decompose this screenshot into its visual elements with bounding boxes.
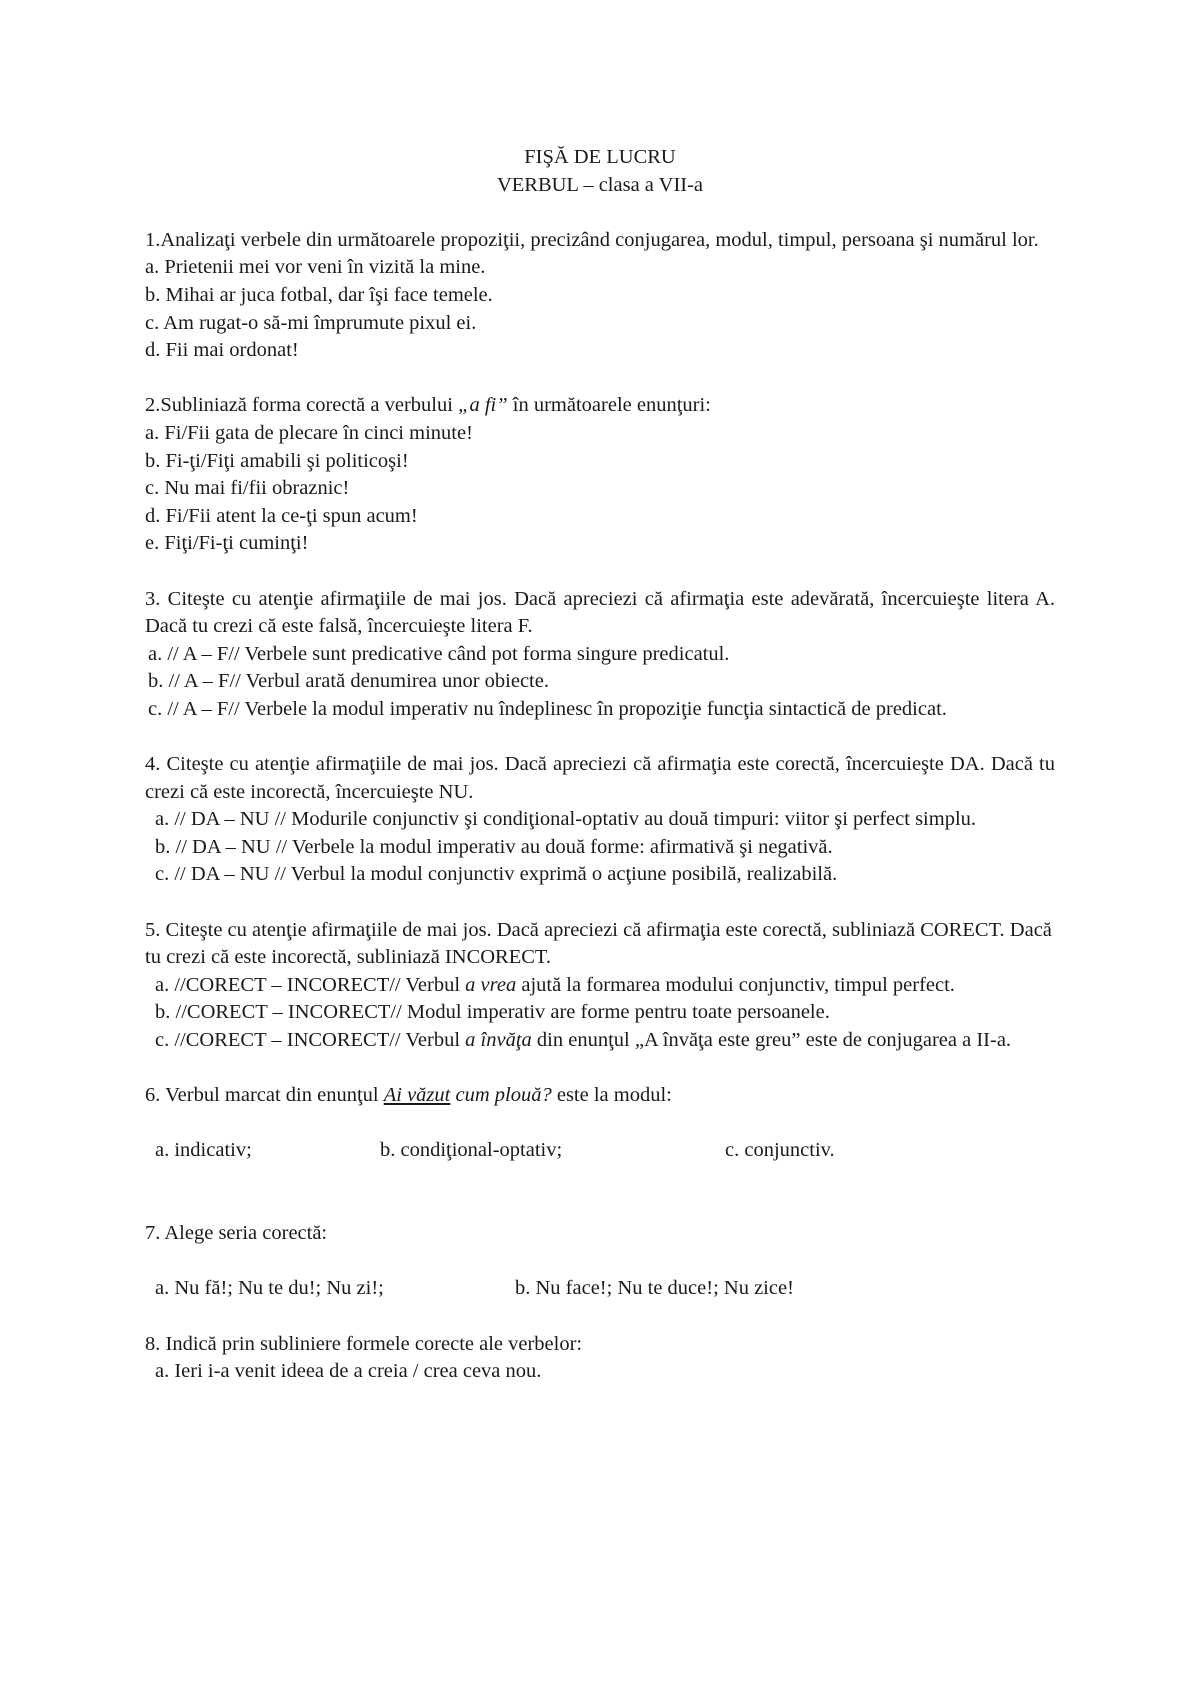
exercise-3-item-c: c. // A – F// Verbele la modul imperativ nu îndeplinesc în propoziţie funcţia sintactică de predicat.: [148, 697, 947, 720]
exercise-5-prompt: 5. Citeşte cu atenţie afirmaţiile de mai jos. Dacă apreciezi că afirmaţia este corectă, subliniază CORECT. Dacă tu crezi că este incorectă, subliniază INCORECT.: [145, 918, 1052, 969]
exercise-3-prompt: 3. Citeşte cu atenţie afirmaţiile de mai jos. Dacă apreciezi că afirmaţia este adevărată, încercuieşte litera A. Dacă tu crezi că este falsă, încercuieşte litera F.: [145, 587, 1055, 638]
exercise-3-item-b: b. // A – F// Verbul arată denumirea unor obiecte.: [148, 670, 549, 693]
exercise-2: [145, 392, 1055, 558]
exercise-8: [145, 1331, 1055, 1386]
exercise-7-prompt: 7. Alege seria corectă:: [145, 1222, 328, 1245]
exercise-5-verb-c: a învăţa: [465, 1029, 532, 1051]
exercise-6-option-b: b. condiţional-optativ;: [380, 1139, 563, 1162]
exercise-5-item-a: a. //CORECT – INCORECT// Verbul a vrea ajută la formarea modului conjunctiv, timpul perfect.: [155, 973, 955, 996]
exercise-6: [145, 1082, 1055, 1165]
exercise-6-marked-verb: Ai văzut: [383, 1084, 451, 1107]
exercise-4-item-b: b. // DA – NU // Verbele la modul imperativ au două forme: afirmativă şi negativă.: [155, 835, 833, 858]
exercise-8-prompt: 8. Indică prin subliniere formele corecte ale verbelor:: [145, 1332, 583, 1355]
exercise-1-item-b: b. Mihai ar juca fotbal, dar îşi face temele.: [145, 283, 493, 306]
exercise-6-options: [145, 1137, 1055, 1165]
exercise-4-prompt: 4. Citeşte cu atenţie afirmaţiile de mai jos. Dacă apreciezi că afirmaţia este corectă, încercuieşte DA. Dacă tu crezi că este incorectă, încercuieşte NU.: [145, 753, 1055, 803]
worksheet-content: [145, 144, 1055, 1386]
exercise-3-item-a: a. // A – F// Verbele sunt predicative când pot forma singure predicatul.: [148, 642, 730, 665]
exercise-1-prompt: 1.Analizaţi verbele din următoarele propoziţii, precizând conjugarea, modul, timpul, persoana şi numărul lor.: [145, 228, 1039, 251]
exercise-4-item-a: a. // DA – NU // Modurile conjunctiv şi condiţional-optativ au două timpuri: viitor şi perfect simplu.: [155, 808, 977, 831]
exercise-2-item-c: c. Nu mai fi/fii obraznic!: [145, 477, 350, 500]
exercise-8-item-a: a. Ieri i-a venit ideea de a creia / crea ceva nou.: [155, 1360, 542, 1383]
exercise-4: [145, 751, 1055, 889]
exercise-2-item-a: a. Fi/Fii gata de plecare în cinci minute!: [145, 421, 473, 444]
worksheet-subtitle: VERBUL – clasa a VII-a: [496, 173, 704, 196]
exercise-1: [145, 227, 1055, 365]
exercise-7-option-a: a. Nu fă!; Nu te du!; Nu zi!;: [155, 1277, 384, 1300]
exercise-6-option-c: c. conjunctiv.: [725, 1139, 835, 1162]
exercise-5-verb-a: a vrea: [465, 973, 517, 996]
exercise-1-item-a: a. Prietenii mei vor veni în vizită la mine.: [145, 256, 486, 279]
exercise-5-item-c: c. //CORECT – INCORECT// Verbul a învăţa din enunţul „A învăţa este greu” este de conjugarea a II-a.: [155, 1029, 1012, 1051]
exercise-6-prompt: 6. Verbul marcat din enunţul Ai văzut cum plouă? este la modul:: [145, 1084, 672, 1107]
exercise-2-prompt: 2.Subliniază forma corectă a verbului „a fi” în următoarele enunţuri:: [145, 394, 711, 417]
worksheet-title: FIŞĂ DE LUCRU: [524, 146, 676, 168]
exercise-2-item-d: d. Fi/Fii atent la ce-ţi spun acum!: [145, 504, 418, 527]
exercise-2-verb: „a fi”: [458, 394, 508, 417]
exercise-7-options: [145, 1275, 1055, 1303]
exercise-5-item-b: b. //CORECT – INCORECT// Modul imperativ are forme pentru toate persoanele.: [155, 1001, 830, 1024]
exercise-1-item-d: d. Fii mai ordonat!: [145, 339, 299, 362]
exercise-6-option-a: a. indicativ;: [155, 1139, 252, 1162]
exercise-3: [145, 586, 1055, 724]
exercise-7-option-b: b. Nu face!; Nu te duce!; Nu zice!: [515, 1277, 794, 1300]
exercise-2-item-b: b. Fi-ţi/Fiţi amabili şi politicoşi!: [145, 449, 409, 472]
exercise-1-item-c: c. Am rugat-o să-mi împrumute pixul ei.: [145, 311, 477, 334]
exercise-4-item-c: c. // DA – NU // Verbul la modul conjunctiv exprimă o acţiune posibilă, realizabilă.: [155, 863, 838, 886]
exercise-2-item-e: e. Fiţi/Fi-ţi cuminţi!: [145, 532, 309, 555]
exercise-7: [145, 1220, 1055, 1303]
exercise-5: [145, 917, 1055, 1055]
